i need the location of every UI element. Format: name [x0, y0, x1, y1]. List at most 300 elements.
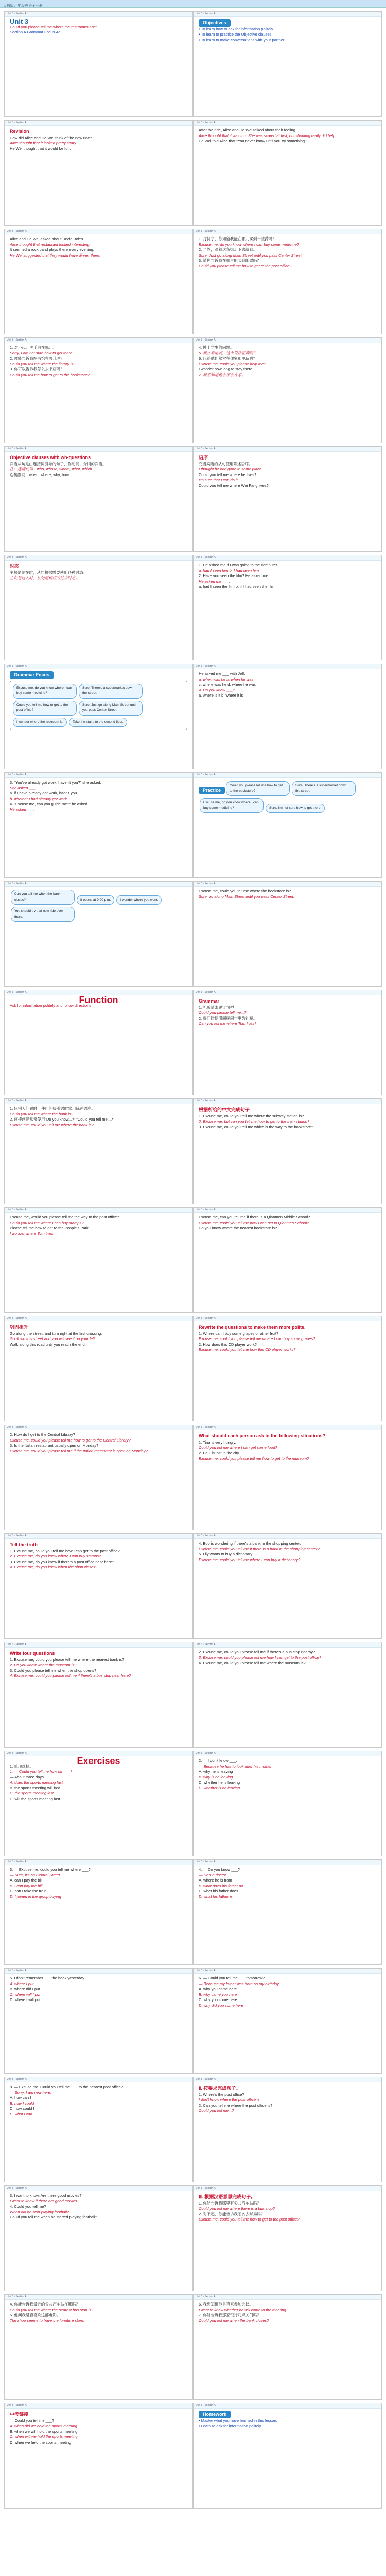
slide-33: [4, 1751, 193, 1856]
slide-body: [5, 1756, 192, 1804]
slide-line: 7. 你能告诉我那家银行几点关门吗？: [199, 2313, 261, 2317]
slide-25: [4, 1316, 193, 1421]
slide-line: — Because he has to look after his mother.: [199, 1764, 273, 1769]
slide-body: [5, 17, 192, 38]
slide-line: Could you tell me when the bank closes?: [199, 2318, 269, 2323]
slide-line: b. whether I had already got work: [10, 796, 67, 801]
slide-header: Unit 3 · Section A: [194, 2403, 381, 2409]
slide-line: I thought he had gone to some place.: [199, 467, 262, 471]
slide-header: Unit 3 · Section A: [194, 1969, 381, 1974]
slide-line: 2. 你能告诉我图书馆在哪儿吗？: [10, 356, 64, 361]
slide-line: 2. How do I get to the Central Library?: [10, 1432, 75, 1437]
slide-40: [193, 2077, 382, 2182]
slide-line: I wonder where Tom lives.: [10, 1231, 55, 1236]
banner-text: 人教版九年级英语全一册: [3, 4, 43, 8]
slide-7: [4, 337, 193, 443]
slide-31: [4, 1642, 193, 1748]
slide-line: 3. 你可以告诉我怎么去书店吗？: [10, 367, 64, 371]
top-banner: [0, 0, 386, 8]
slide-body: [194, 126, 381, 146]
slide-line: Excuse me, could you please help me?: [199, 361, 266, 366]
slide-line: B. why came you here: [199, 1992, 237, 1997]
slide-46: [193, 2403, 382, 2509]
slide-line: Could you tell me where I can buy stamps?: [10, 1220, 84, 1225]
slide-line: 4. 博士学生的问题。: [199, 345, 234, 350]
slide-26: [193, 1316, 382, 1421]
slide-header: Unit 3 · Section A: [194, 1316, 381, 1321]
slide-line: 1. Excuse me, could you please tell me where the nearest bank is?: [10, 1657, 125, 1662]
slide-line: Walk along this road until you reach the end.: [10, 1342, 86, 1347]
slide-16: [193, 772, 382, 878]
section-heading: Revision: [10, 129, 29, 134]
slide-line: 1. Excuse me, could you tell me how I can get to the post office?: [10, 1548, 120, 1553]
slide-line: I wonder how long to stay there.: [199, 367, 254, 371]
slide-line: 1. Where can I buy some grapes or other fruit?: [199, 1331, 279, 1336]
slide-line: Sure. Just go along Main Street until you pass Center Street.: [199, 252, 303, 258]
slide-line: Excuse me, could you please tell me where I can buy some grapes?: [199, 1336, 315, 1341]
slide-line: 3. Excuse me, could you tell me which is the way to the bookstore?: [199, 1124, 313, 1129]
slide-line: A. when did we hold the sports meeting: [10, 2424, 77, 2428]
slide-line: — Sure, it's on Central Street.: [10, 1872, 61, 1877]
slide-line: Excuse me, can you tell me if there is a Qianmen Middle School?: [199, 1215, 310, 1219]
slide-line: 3. Could you please tell me when the shop opens?: [10, 1668, 97, 1673]
slide-label: Practice: [199, 787, 225, 794]
slide-line: Sure, go along Main Street until you pass Center Street.: [199, 894, 294, 899]
section-heading: Ⅱ. 按要求完成句子。: [199, 2086, 241, 2091]
slide-line: — About three days.: [10, 1774, 45, 1780]
slide-line: 3. Is the Italian restaurant usually open on Monday?: [10, 1443, 99, 1448]
slide-line: Excuse me, could you tell me if there is a bank in the shopping center?: [199, 1546, 320, 1551]
slide-header: Unit 3 · Section A: [5, 2077, 192, 2082]
slide-body: [194, 452, 381, 490]
speech-bubble: You should try that new ride over there.: [11, 907, 75, 922]
slide-line: 1. 打扰了，你知道我能在哪儿买到一些药吗？: [199, 236, 276, 241]
slide-line: D. when we held the sports meeting: [10, 2439, 72, 2445]
slide-32: [193, 1642, 382, 1748]
slide-line: Excuse me, could you tell me where I can buy a dictionary?: [199, 1557, 301, 1562]
slide-line: 1. 对不起，洗手间在哪儿。: [10, 345, 57, 350]
slide-line: Could you tell me how to get to the bookstore?: [10, 372, 90, 377]
slide-body: [194, 2082, 381, 2116]
slide-line: 连接副词：when, where, why, how: [10, 472, 69, 477]
slide-1: [4, 11, 193, 117]
slide-header: Unit 3 · Section A: [5, 990, 192, 995]
slide-line: A. why you came here: [199, 1987, 237, 1991]
slide-line: 4. "Excuse me, can you guide me?" he asked.: [10, 802, 89, 806]
slide-header: Unit 3 · Section A: [194, 1208, 381, 1213]
slide-line: C. whether he is leaving: [199, 1780, 240, 1785]
slide-39: [4, 2077, 193, 2182]
slide-line: 4. 你能告诉我最近的公共汽车站在哪吗？: [10, 2302, 80, 2307]
slide-4: [193, 120, 382, 226]
slide-line: 1. He asked me if I was going to the computer.: [199, 563, 278, 567]
slide-header: Unit 3 · Section A: [194, 121, 381, 126]
slide-line: Alice thought that it looked pretty scary.: [10, 141, 77, 145]
slide-line: C. where will I put: [10, 1992, 41, 1997]
slide-header: Unit 3 · Section A: [5, 1642, 192, 1648]
slide-line: 2. 对不起，你能告诉我怎么去邮局吗？: [199, 2211, 265, 2216]
slide-body: [194, 1974, 381, 2010]
speech-bubble: It opens at 9:00 p.m.: [77, 895, 114, 905]
slide-header: Unit 3 · Section A: [5, 338, 192, 343]
slide-header: Unit 3 · Section A: [194, 12, 381, 17]
slide-header: Unit 3 · Section A: [194, 447, 381, 452]
slide-body: [5, 1648, 192, 1681]
slide-body: [5, 1430, 192, 1456]
slide-header: Unit 3 · Section A: [194, 1860, 381, 1865]
slide-line: 5. Lily wants to buy a dictionary.: [199, 1552, 253, 1556]
slide-header: Unit 3 · Section A: [5, 1208, 192, 1213]
slide-line: 1. Tina is very hungry.: [199, 1439, 236, 1445]
slide-line: Alice thought that restaurant looked interesting.: [10, 242, 91, 247]
slide-header: Unit 3 · Section A: [5, 1969, 192, 1974]
grammar-cell: Sure. Just go along Main Street until you pass Center Street.: [79, 701, 143, 716]
section-heading: What should each person ask in the following situations?: [199, 1433, 326, 1438]
slide-line: D. where I will put: [10, 1997, 41, 2002]
slide-header: Unit 3 · Section A: [194, 338, 381, 343]
slide-body: [5, 2409, 192, 2447]
slide-2: [193, 11, 382, 117]
slide-line: 4. Excuse me, could you please tell me where the museum is?: [199, 1660, 306, 1665]
slide-body: [5, 1974, 192, 2005]
slide-line: Do you know where the nearest bookstore is?: [199, 1226, 277, 1230]
slide-header: Unit 3 · Section A: [5, 2403, 192, 2409]
objective-item: • Learn to ask for information politely.: [199, 2424, 262, 2428]
slide-line: 2. Excuse me, but can you tell me how to get to the train station?: [199, 1119, 310, 1124]
slide-header: Unit 3 · Section A: [194, 555, 381, 561]
slide-8: [193, 337, 382, 443]
slide-header: Unit 3 · Section A: [5, 882, 192, 887]
grammar-cell: Could you tell me how to get to the post office?: [13, 701, 77, 716]
slide-line: c. where was he d. where he was: [199, 682, 256, 687]
slide-line: Excuse me, could you tell me how to get to the post office?: [199, 2217, 300, 2222]
slide-header: Unit 3 · Section A: [194, 229, 381, 234]
slide-12: [193, 555, 382, 660]
slide-line: D. will the sports meeting last: [10, 1796, 60, 1801]
slide-line: Please tell me how to get to the People's Park.: [10, 1226, 90, 1230]
slide-body: [194, 1430, 381, 1464]
slide-body: [194, 995, 381, 1029]
slide-line: 4. Could you tell me?: [10, 2204, 46, 2209]
slide-36: [193, 1859, 382, 1965]
slide-header: Unit 3 · Section A: [5, 12, 192, 17]
slide-line: He asked ___.: [10, 807, 35, 812]
slide-line: D. why did you come here: [199, 2003, 243, 2008]
slide-35: [4, 1859, 193, 1965]
slide-line: 2. Have you seen the film? He asked me.: [199, 573, 270, 578]
slide-line: a. if I have already got work, hadn't you: [10, 791, 77, 795]
slide-line: Could you tell me where the bank is?: [10, 1111, 73, 1116]
slide-line: I want to know if there are good movies.: [10, 2198, 78, 2204]
slide-line: Could you tell me where he lives?: [199, 472, 257, 477]
slide-line: D. what I can: [10, 2111, 32, 2116]
slide-body: [5, 2300, 192, 2326]
slide-34: [193, 1751, 382, 1856]
slide-line: Could you please tell me...?: [199, 1010, 247, 1015]
slide-6: [193, 229, 382, 334]
slide-line: How did Alice and He Wei think of the new ride?: [10, 135, 92, 140]
slide-44: [193, 2294, 382, 2400]
slide-9: [4, 446, 193, 552]
slide-line: a. had I seen the film b. if I had seen the film: [199, 584, 275, 589]
slide-line: 2. Excuse me, could you please tell me if there's a bus stop nearby?: [199, 1650, 315, 1654]
slide-line: 6. 以前他们常常在你家那里玩吗？: [199, 356, 257, 361]
slide-body: [194, 669, 381, 701]
slide-line: 3. "You've already got work, haven't you?" she asked.: [10, 780, 101, 785]
objective-item: • To learn to practice the Objective clauses.: [199, 32, 273, 37]
slide-line: 6. — Could you tell me ___ tomorrow?: [199, 1976, 265, 1980]
slide-38: [193, 1968, 382, 2074]
slide-body: [5, 452, 192, 480]
slide-line: 3. Excuse me, do you know if there's a post office near here?: [10, 1559, 114, 1564]
slide-body: [5, 561, 192, 583]
slide-15: [4, 772, 193, 878]
slide-line: 5. 我在看电视，这个说法正确吗？: [199, 350, 257, 355]
slide-line: A. where he is from: [199, 1878, 232, 1883]
slide-line: A. why he is leaving: [199, 1769, 233, 1774]
section-heading: 根据所给的中文完成句子: [199, 1107, 250, 1112]
slide-header: Unit 3 · Section A: [5, 229, 192, 234]
slide-line: Go along the street, and turn right at the first crossing.: [10, 1331, 102, 1336]
slide-line: 宾语从句是由连接词引导的句子，作动词、介词的宾语。: [10, 461, 107, 466]
slide-header: Unit 3 · Section A: [194, 1642, 381, 1648]
slide-line: He asked me ___.: [199, 579, 230, 584]
slide-line: C. the sports meeting last: [10, 1791, 54, 1795]
slide-line: D. what his father is: [199, 1894, 233, 1899]
slide-big-title: Exercises: [77, 1756, 120, 1766]
section-heading: Tell the truth: [10, 1542, 38, 1547]
slide-line: A. where I put: [10, 1981, 34, 1986]
slide-header: Unit 3 · Section A: [194, 2295, 381, 2300]
slide-title: Unit 3: [10, 18, 29, 25]
slide-22: [193, 1098, 382, 1204]
slide-line: 2. Can you tell me where the post office is?: [199, 2103, 273, 2108]
slide-11: [4, 555, 193, 660]
slide-line: a. had I seen him b. I had seen him: [199, 568, 259, 573]
slide-line: He Wei told Alice that "You never know until you try something.": [199, 139, 307, 143]
slide-line: Excuse me, would you please tell me the way to the post office?: [10, 1215, 119, 1219]
slide-line: Excuse me, do you know where I can buy some medicine?: [199, 242, 300, 247]
slide-line: — He's a doctor.: [199, 1872, 227, 1877]
slide-body: [194, 1865, 381, 1902]
slide-line: 4. — Do you know ___?: [199, 1867, 240, 1872]
slide-subtitle: Ask for information politely and follow directions: [10, 1003, 91, 1008]
slide-line: Excuse me, could you tell me where the bank is?: [10, 1122, 94, 1127]
slide-body: [194, 1648, 381, 1668]
slide-line: Could you tell me where I can get some food?: [199, 1445, 277, 1450]
section-heading: Rewrite the questions to make them more polite.: [199, 1325, 306, 1330]
slide-body: [194, 561, 381, 592]
slide-13: [4, 664, 193, 769]
slide-line: 1. 单项选择。: [10, 1764, 33, 1769]
slide-header: Unit 3 · Section A: [5, 1099, 192, 1104]
slide-body: [5, 343, 192, 380]
slide-line: Could you tell me when he started playing football?: [10, 2215, 97, 2219]
slide-body: [194, 2409, 381, 2431]
slide-line: B. when we will hold the sports meeting: [10, 2429, 78, 2434]
slide-body: [194, 1321, 381, 1355]
slide-body: [5, 2191, 192, 2223]
slide-header: Unit 3 · Section A: [5, 1860, 192, 1865]
slide-42: [193, 2185, 382, 2291]
slide-line: a. when was he b. when he was: [199, 676, 254, 682]
slide-10: [193, 446, 382, 552]
slide-18: [193, 881, 382, 987]
slide-header: Unit 3 · Section A: [5, 447, 192, 452]
section-heading: Objective clauses with wh-questions: [10, 455, 91, 460]
slide-line: 2. 提问时使用间接问句更为礼貌。: [199, 1015, 257, 1021]
slide-5: [4, 229, 193, 334]
slide-body: [194, 17, 381, 45]
section-heading: 时态: [10, 564, 20, 569]
slide-line: 2. Excuse me, do you know where I can buy stamps?: [10, 1554, 101, 1558]
slide-line: B. how I could: [10, 2100, 34, 2106]
slide-line: Could you tell me where the library is?: [10, 361, 76, 366]
slide-header: Unit 3 · Section A: [5, 1316, 192, 1321]
slide-line: Excuse me, could you please tell me if the Italian restaurant is open on Monday?: [10, 1448, 148, 1453]
slide-line: C. what his father does: [199, 1889, 238, 1893]
slide-line: C. when will we hold the sports meeting: [10, 2434, 78, 2439]
objective-item: • To learn to make conversations with your partner.: [199, 37, 285, 42]
slide-line: I want to know whether he will come to the meeting.: [199, 2307, 287, 2312]
grammar-cell: Sure. There's a supermarket down the street.: [79, 684, 143, 699]
slide-body: [5, 1321, 192, 1349]
slide-body: [194, 2300, 381, 2326]
slide-header: Unit 3 · Section A: [194, 664, 381, 669]
grammar-table: [10, 681, 187, 731]
slide-line: 8. — Excuse me. Could you tell me ___ to the nearest post office?: [10, 2084, 123, 2089]
slide-header: Unit 3 · Section A: [194, 882, 381, 887]
section-heading: 巩固提升: [10, 1325, 29, 1330]
slide-body: [194, 887, 381, 902]
slide-line: Excuse me, could you tell me where the bookstore is?: [199, 889, 291, 893]
slide-line: It seemed a rock band plays there every evening.: [10, 247, 94, 252]
slide-27: [4, 1425, 193, 1530]
slide-line: B. where did I put: [10, 1987, 40, 1991]
slide-tag: Section A Grammar Focus-4c: [10, 30, 60, 35]
slide-header: Unit 3 · Section A: [5, 1534, 192, 1539]
slide-line: 2. — I don't know ___.: [199, 1758, 237, 1763]
slide-line: 2. 间接问题常常使用"Do you know...?" "Could you tell me...?": [10, 1117, 114, 1122]
speech-bubble: Can you tell me when the bank closes?: [11, 890, 75, 905]
section-heading: Grammar: [199, 998, 220, 1004]
slide-line: Excuse me, could you tell me how I can get to Qianmen School?: [199, 1220, 309, 1225]
slide-header: Unit 3 · Section A: [194, 1534, 381, 1539]
slide-line: 4. Excuse me, could you please tell me if there's a bus stop near here?: [10, 1673, 131, 1678]
slide-line: 主句是过去时，从句用相应的过去时态。: [10, 575, 79, 580]
slide-line: Go down this street and you will see it on your left.: [10, 1336, 96, 1341]
slide-body: [194, 1213, 381, 1233]
slide-line: C. how could I: [10, 2106, 34, 2111]
slide-line: She asked ___.: [10, 785, 37, 790]
slide-line: When did he start playing football?: [10, 2209, 69, 2214]
slide-37: [4, 1968, 193, 2074]
slide-header: Unit 3 · Section A: [194, 1425, 381, 1430]
slide-line: B. I can pay the bill: [10, 1883, 43, 1888]
slide-body: [194, 1756, 381, 1793]
slide-body: [5, 778, 192, 815]
slide-line: 充当宾语的从句使用陈述语序。: [199, 461, 253, 466]
slide-line: — Because my father was born on my birthday.: [199, 1981, 280, 1986]
slide-body: [194, 343, 381, 380]
slide-header: Unit 3 · Section A: [5, 664, 192, 669]
slide-line: 5. I don't remember ___ the book yesterday.: [10, 1976, 85, 1980]
slide-23: [4, 1207, 193, 1313]
slide-body: [5, 126, 192, 154]
grammar-cell: I wonder where the restroom is.: [13, 718, 67, 727]
slide-line: Excuse me, could you please tell me how to get to the museum?: [199, 1456, 309, 1461]
speech-bubble: Sure. There's a supermarket down the street.: [292, 781, 356, 796]
slide-label: Grammar Focus: [10, 671, 54, 679]
slide-line: Could you tell me where Wei Fang lives?: [199, 483, 269, 488]
slide-line: 2. Paul is lost in the city.: [199, 1450, 240, 1455]
slide-body: [194, 2191, 381, 2225]
slide-line: B. why is he leaving: [199, 1774, 233, 1780]
slide-line: Could you tell me...?: [199, 2108, 234, 2113]
slide-14: [193, 664, 382, 769]
slide-line: A. how can I: [10, 2095, 31, 2100]
slide-line: After the ride, Alice and He Wei talked about their feeling.: [199, 128, 296, 132]
slide-line: 2. 当然，沿着这条街走下去就到。: [199, 247, 257, 252]
slide-line: 2. Do you know where the museum is?: [10, 1663, 77, 1667]
slide-line: 5. 他问我是否喜欢这部电影。: [10, 2313, 61, 2317]
speech-bubble: Sure, I'm not sure how to get there.: [266, 804, 325, 814]
slide-line: Excuse me, could you please tell me how to get to the Central Library?: [10, 1437, 131, 1443]
slide-header: Unit 3 · Section A: [194, 1751, 381, 1756]
slide-29: [4, 1533, 193, 1639]
grammar-cell: Take the stairs to the second floor.: [69, 718, 127, 727]
slide-body: [5, 2082, 192, 2119]
slide-line: 4. Bob is wondering if there's a bank in the shopping center.: [199, 1541, 301, 1546]
slide-3: [4, 120, 193, 226]
slide-43: [4, 2294, 193, 2400]
speech-bubble: I wonder where you went.: [116, 895, 162, 905]
slide-header: Unit 3 · Section A: [194, 1099, 381, 1104]
slide-line: Excuse me, could you tell me how this CD player works?: [199, 1347, 296, 1352]
slide-line: 1. 礼貌请求建议句型: [199, 1005, 234, 1010]
slide-body: [5, 1539, 192, 1572]
slide-line: 1. — Could you tell me how far ___?: [10, 1769, 73, 1774]
slide-header: Unit 3 · Section A: [5, 1425, 192, 1430]
slide-line: Alice and He Wei asked about Uncle Bob's.: [10, 236, 84, 241]
slide-line: 1. 问别人问题时，使用间接引语时常用陈述语序。: [10, 1106, 95, 1111]
slide-header: Unit 3 · Section A: [194, 990, 381, 995]
slide-line: 3. Excuse me, could you please tell me how I can get to the post office?: [199, 1655, 322, 1660]
slide-line: Could you tell me where the nearest bus stop is?: [10, 2307, 94, 2312]
slide-line: D. whether is he leaving: [199, 1785, 240, 1790]
slide-line: 1. 你能告诉我哪里有公共汽车站吗？: [199, 2200, 261, 2206]
slide-line: C. can I take the train: [10, 1889, 47, 1893]
slide-21: [4, 1098, 193, 1204]
slide-body: [5, 1104, 192, 1130]
slide-header: Unit 3 · Section A: [5, 2295, 192, 2300]
slide-line: The shop seems to have the furniture store.: [10, 2318, 85, 2323]
slide-body: [194, 1104, 381, 1132]
objective-item: • Master what you have learned in this lesson.: [199, 2418, 277, 2423]
slide-header: Unit 3 · Section A: [5, 555, 192, 561]
slide-line: — Could you tell me ___?: [10, 2418, 55, 2423]
slide-line: — Sorry, I am new here.: [10, 2090, 51, 2095]
slide-45: [4, 2403, 193, 2509]
slide-header: Unit 3 · Section A: [194, 2186, 381, 2191]
slide-header: Unit 3 · Section A: [5, 121, 192, 126]
slide-body: [194, 234, 381, 271]
slide-17: [4, 881, 193, 987]
slide-28: [193, 1425, 382, 1530]
slide-line: 3. I want to know. Are there good movies?: [10, 2193, 82, 2198]
slide-body: [194, 1539, 381, 1565]
slide-line: Alice thought that it was fun. She was scared at first, but shouting really did help.: [199, 133, 337, 138]
